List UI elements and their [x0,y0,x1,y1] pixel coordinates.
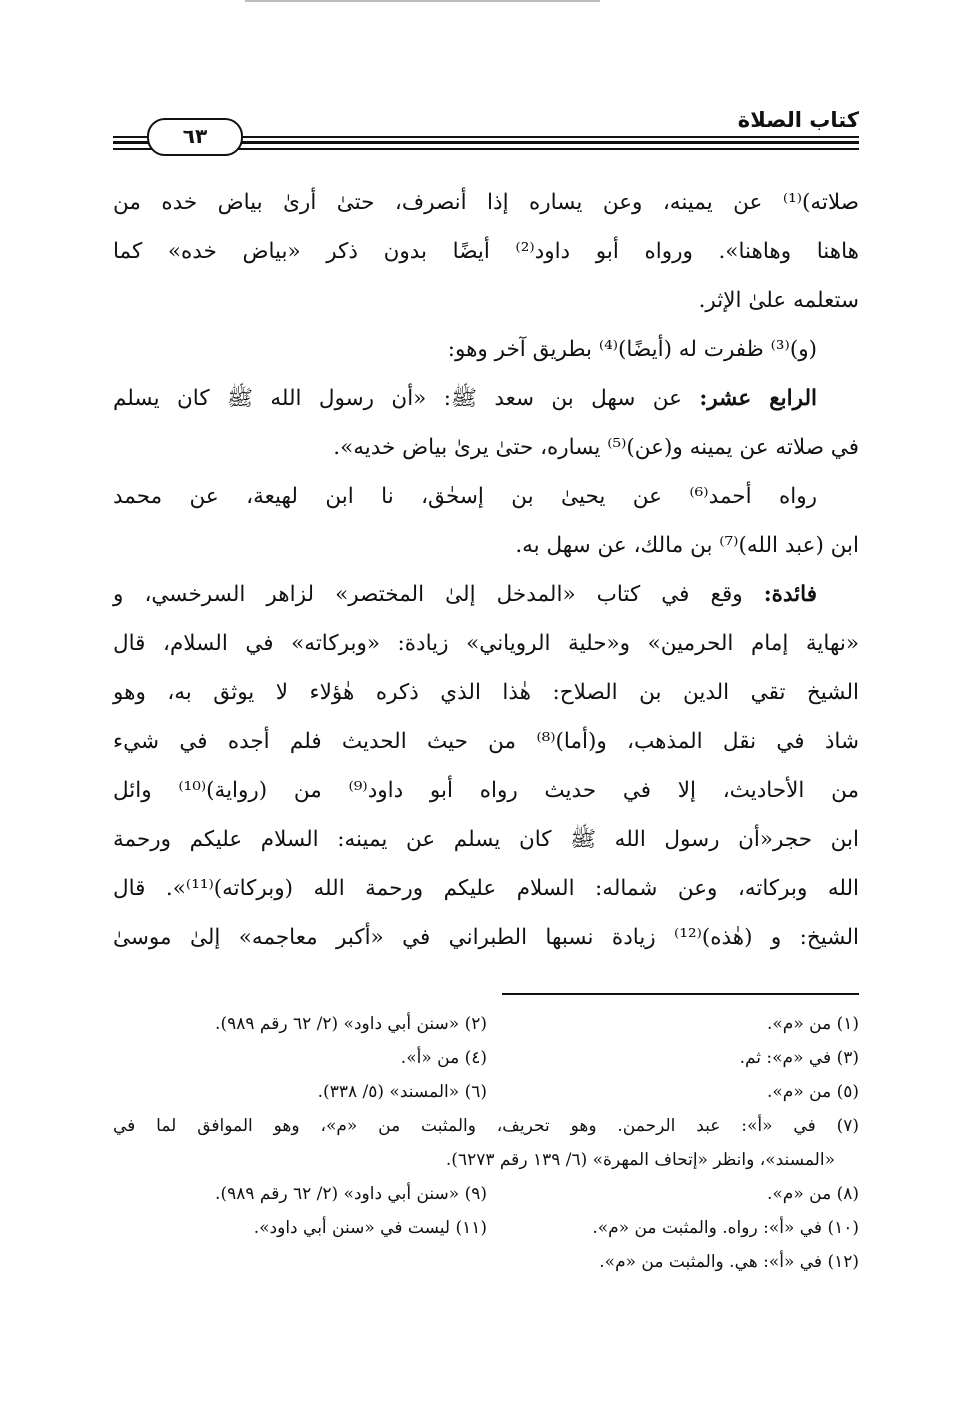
footnote-row [113,1041,859,1075]
page-number: ٦٣ [147,118,243,156]
footnote: (٤) من «أ». [400,1048,487,1068]
footnote: (١) من «م». [767,1014,859,1034]
text-line: الله وبركاته، وعن شماله: السلام عليكم ورحمة الله (وبركاته)⁽¹¹⁾». قال [113,876,859,901]
section-lead: الرابع عشر: [699,386,817,411]
text-line: الرابع عشر: عن سهل بن سعد ﷺ: «أن رسول الله ﷺ كان يسلم [113,386,817,411]
footnote-separator [502,993,859,995]
footnote: (١١) ليست في «سنن أبي داود». [253,1218,487,1238]
section-lead: فائدة: [763,582,817,607]
footnote: (١٠) في «أ»: رواه. والمثبت من «م». [592,1218,859,1238]
footnote-continuation: «المسند»، وانظر «إتحاف المهرة» (٦/ ١٣٩ رقم ٦٢٧٣). [445,1150,835,1170]
text-line: من الأحاديث، إلا في حديث رواه أبو داود⁽⁹⁾ من (رواية)⁽¹⁰⁾ وائل [113,778,859,803]
text-line: شاذ في نقل المذهب، و(أما)⁽⁸⁾ من حيث الحديث فلم أجده في شيء [113,729,859,754]
text-line: الشيخ: و (هٰذه)⁽¹²⁾ زيادة نسبها الطبراني في «أكبر معاجمه» إلىٰ موسىٰ [113,925,859,950]
text-line: الشيخ تقي الدين بن الصلاح: هٰذا الذي ذكره هٰؤلاء لا يوثق به، وهو [113,680,859,705]
text-line: فائدة: وقع في كتاب «المدخل إلىٰ المختصر» لزاهر السرخسي، و [113,582,817,607]
footnote: (٩) «سنن أبي داود» (٢/ ٦٢ رقم ٩٨٩). [215,1184,487,1204]
footnote: (٥) من «م». [767,1082,859,1102]
text-line: رواه أحمد⁽⁶⁾ عن يحيىٰ بن إسحٰق، نا ابن لهيعة، عن محمد [113,484,817,509]
running-title: كتاب الصلاة [737,108,859,132]
footnotes [113,1007,859,1279]
footnote: (٨) من «م». [767,1184,859,1204]
footnote: (٦) «المسند» (٥/ ٣٣٨). [317,1082,487,1102]
footnote: (١٢) في «أ»: هي. والمثبت من «م». [599,1252,859,1272]
footnote-row [113,1007,859,1041]
main-text [113,178,859,962]
text-line: في صلاته عن يمينه و(عن)⁽⁵⁾ يساره، حتىٰ يرىٰ بياض خديه». [333,435,859,460]
text-line: ابن (عبد الله)⁽⁷⁾ بن مالك، عن سهل به. [515,533,859,558]
text-line: (و)⁽³⁾ ظفرت له (أيضًا)⁽⁴⁾ بطريق آخر وهو: [447,337,817,362]
footnote: (٧) في «أ»: عبد الرحمن. وهو تحريف، والمثبت من «م»، وهو الموافق لما في [113,1116,859,1136]
text-line: هاهنا وهاهنا». ورواه أبو داود⁽²⁾ أيضًا بدون ذكر «بياض خده» كما [113,239,859,264]
text-line: ستعلمه علىٰ الإثر. [698,288,859,313]
page-header [113,104,859,154]
text-line: ابن حجر«أن رسول الله ﷺ كان يسلم عن يمينه: السلام عليكم ورحمة [113,827,859,852]
footnote-row [113,1075,859,1109]
footnote-row [113,1245,859,1279]
text-line: صلاته)⁽¹⁾ عن يمينه، وعن يساره إذا أنصرف، حتىٰ أرىٰ بياض خده من [113,190,859,215]
footnote: (٢) «سنن أبي داود» (٢/ ٦٢ رقم ٩٨٩). [215,1014,487,1034]
footnote-row [113,1177,859,1211]
text-line: «نهاية إمام الحرمين» و«حلية الروياني» زيادة: «وبركاته» في السلام، قال [113,631,859,656]
footnote: (٣) في «م»: ثم. [739,1048,859,1068]
footnote-row [113,1211,859,1245]
